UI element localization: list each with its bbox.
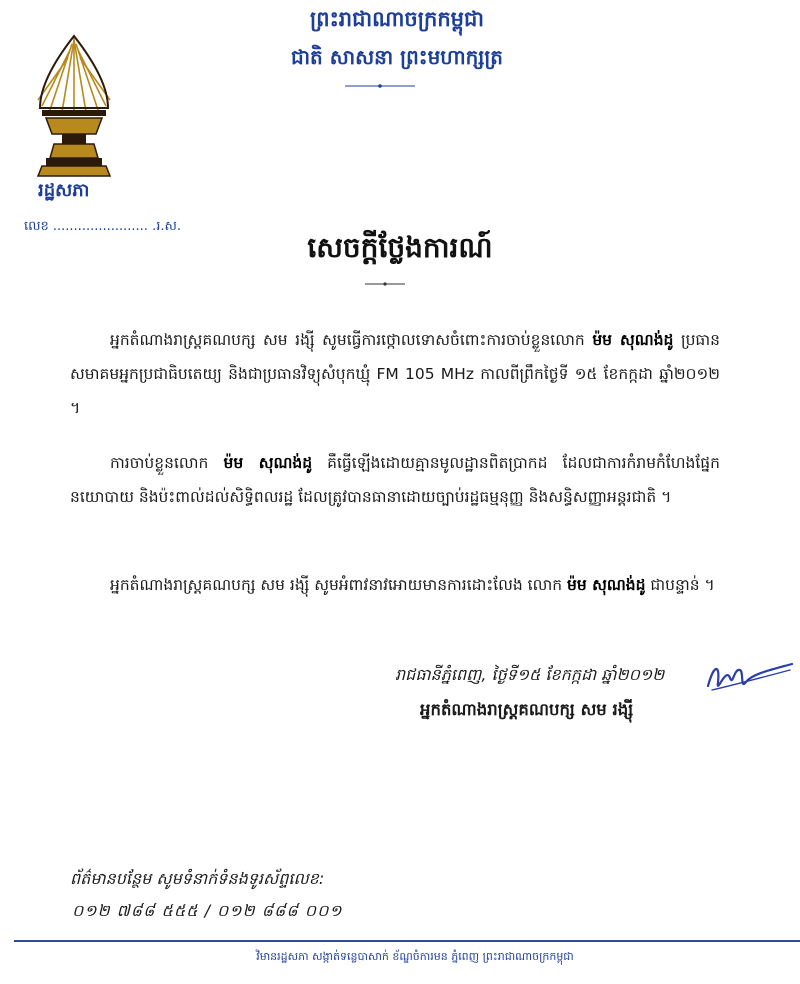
paragraph-release-appeal xyxy=(70,568,720,602)
reference-number: លេខ ....................... .រ.ស. xyxy=(24,219,181,234)
paragraph-text: ការចាប់ខ្លួនលោក xyxy=(110,454,224,472)
contact-label: ព័ត៌មានបន្ថែម សូមទំនាក់ទំនងទូរស័ព្ទលេខ: xyxy=(70,869,325,888)
paragraph-text: ជាបន្ទាន់ ។ xyxy=(645,576,715,594)
paragraph-text: គឺធ្វើឡើងដោយគ្មានមូលដ្ឋានពិតប្រាកដ ដែលជាការកំរាមកំហែងផ្នែកនយោបាយ និងប៉ះពាល់ដល់សិទ្ធិពលរដ្ឋ ដែលត្រូវបានធានាដោយច្បាប់រដ្ឋធម្មនុញ្ញ និងសន្ធិសញ្ញាអន្តរជាតិ ។ xyxy=(70,454,720,506)
national-assembly-emblem-icon xyxy=(32,34,116,182)
document-title: សេចក្តីថ្លែងការណ៍ xyxy=(307,231,493,264)
kingdom-heading: ព្រះរាជាណាចក្រកម្ពុជា xyxy=(309,7,484,31)
paragraph-text: អ្នកតំណាងរាស្ត្រគណបក្ស សម រង្ស៊ី សូមធ្វើការថ្កោលទោសចំពោះការចាប់ខ្លួនលោក xyxy=(110,331,593,349)
place-and-date: រាជធានីភ្នំពេញ, ថ្ងៃទី១៥ ខែកក្កដា ឆ្នាំ២០១២ xyxy=(395,665,665,684)
paragraph-arrest-details xyxy=(70,446,720,514)
detainee-name: ម៉ម សុណង់ដូ xyxy=(592,331,674,349)
paragraph-text: ប្រធានសមាគមអ្នកប្រជាធិបតេយ្យ និងជាប្រធានវិទ្យុសំបុកឃ្មុំ FM 105 MHz កាលពីព្រឹកថ្ងៃទី ១៥ ខែកក្កដា ឆ្នាំ២០១២ ។ xyxy=(70,331,721,417)
footer-address: វិមានរដ្ឋសភា សង្កាត់ទន្លេបាសាក់ ខ័ណ្ឌចំការមន ភ្នំពេញ ព្រះរាជាណាចក្រកម្ពុជា xyxy=(256,950,574,963)
footer-divider xyxy=(14,940,800,942)
paragraph-text: អ្នកតំណាងរាស្ត្រគណបក្ស សម រង្ស៊ី សូមអំពាវនាវអោយមានការដោះលែង លោក xyxy=(110,576,568,594)
header-ornament xyxy=(345,84,415,88)
contact-phone-numbers: ០១២ ៧៨៨ ៥៥៥ / ០១២ ៨៨៨ ០០១ xyxy=(72,901,343,920)
signatory: អ្នកតំណាងរាស្ត្រគណបក្ស សម រង្ស៊ី xyxy=(420,700,634,719)
national-motto: ជាតិ សាសនា ព្រះមហាក្សត្រ xyxy=(291,45,503,69)
detainee-name: ម៉ម សុណង់ដូ xyxy=(223,454,313,472)
detainee-name: ម៉ម សុណង់ដូ xyxy=(567,576,646,594)
institution-name: រដ្ឋសភា xyxy=(38,180,90,201)
paragraph-condemnation xyxy=(70,323,720,425)
handwritten-signature xyxy=(700,656,795,716)
title-ornament xyxy=(365,282,405,286)
